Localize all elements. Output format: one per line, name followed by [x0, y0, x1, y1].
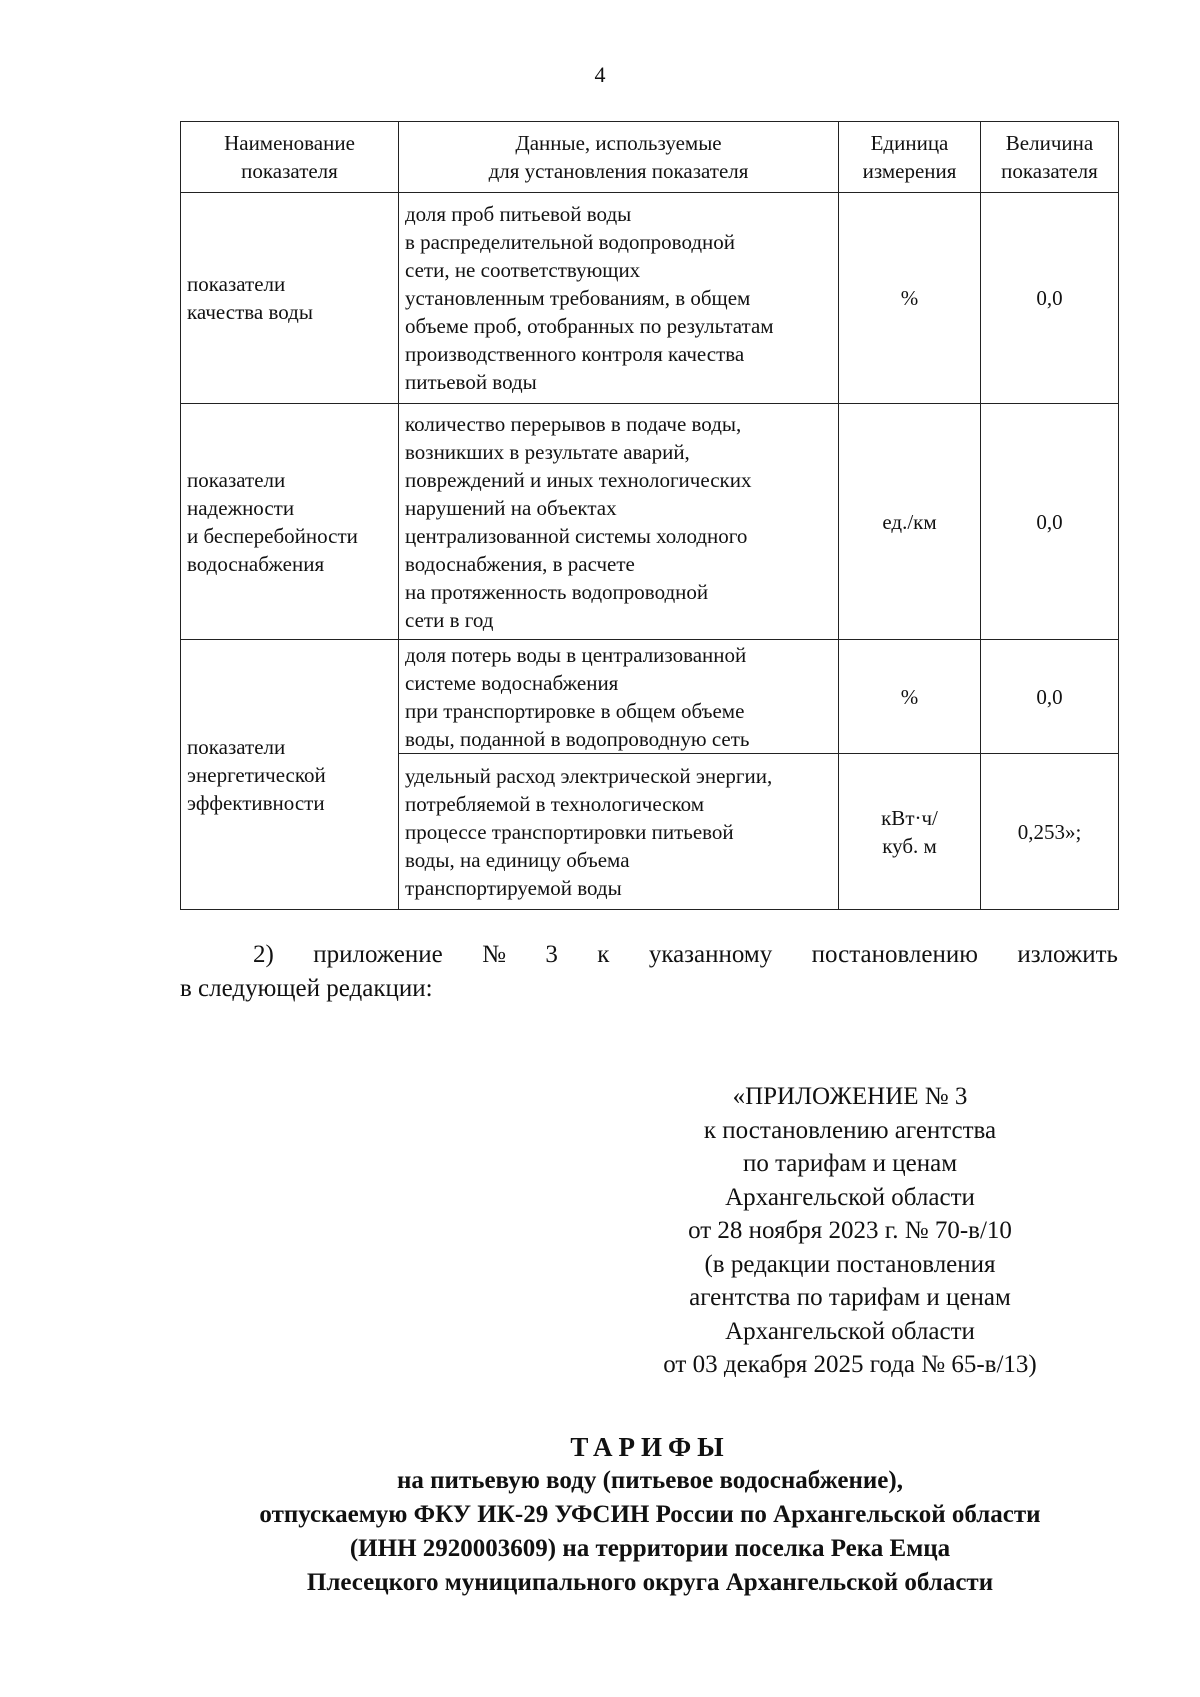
indicators-table: [180, 121, 1119, 910]
tariffs-subtitle-line: на питьевую воду (питьевое водоснабжение),: [397, 1467, 903, 1494]
paragraph-second-line: в следующей редакции:: [180, 975, 433, 1002]
paragraph-word: постановлению: [811, 941, 978, 968]
indicator-name-cell: [181, 193, 399, 404]
indicator-value-cell: 0,0: [981, 193, 1119, 404]
indicator-data-line: удельный расход электрической энергии,: [405, 763, 773, 788]
indicator-name-line: и бесперебойности: [187, 523, 358, 548]
paragraph-word: 3: [545, 941, 558, 968]
header-unit: [839, 122, 981, 193]
indicator-data-line: воды, на единицу объема: [405, 847, 630, 872]
indicator-name-line: энергетической: [187, 762, 326, 787]
tariffs-subtitle-line: Плесецкого муниципального округа Архангельской области: [306, 1569, 994, 1596]
header-name-line: Наименование: [224, 131, 355, 155]
indicator-data-line: транспортируемой воды: [405, 875, 622, 900]
page-number: 4: [594, 62, 606, 87]
indicator-data-line: при транспортировке в общем объеме: [405, 698, 745, 723]
indicator-unit-cell: ед./км: [839, 404, 981, 640]
indicator-name-line: показатели: [187, 467, 286, 492]
indicator-data-line: процессе транспортировки питьевой: [405, 819, 734, 844]
indicator-data-line: системе водоснабжения: [405, 670, 619, 695]
indicator-data-cell: [399, 754, 839, 910]
header-data-line: Данные, используемые: [515, 131, 722, 155]
appendix-line: по тарифам и ценам: [742, 1150, 958, 1177]
amendment-paragraph: [180, 938, 1118, 1006]
paragraph-word: №: [482, 941, 506, 968]
paragraph-word: указанному: [648, 941, 773, 968]
paragraph-word: 2): [253, 941, 274, 968]
indicator-name-line: эффективности: [187, 790, 325, 815]
indicator-name-line: надежности: [187, 495, 295, 520]
appendix-line: Архангельской области: [725, 1317, 975, 1345]
indicator-value-cell: 0,0: [981, 640, 1119, 754]
indicator-name-line: качества воды: [187, 300, 313, 324]
indicator-data-line: объеме проб, отобранных по результатам: [405, 314, 774, 338]
paragraph-first-line: [180, 938, 1118, 972]
indicator-data-line: доля проб питьевой воды: [405, 202, 632, 226]
table-row: [181, 193, 1119, 404]
indicator-data-line: воды, поданной в водопроводную сеть: [405, 726, 750, 751]
tariffs-subtitle-line: отпускаемую ФКУ ИК-29 УФСИН России по Архангельской области: [259, 1501, 1041, 1528]
indicator-value-cell: 0,253»;: [981, 754, 1119, 910]
indicator-data-cell: [399, 193, 839, 404]
paragraph-word: приложение: [313, 941, 443, 968]
indicator-data-line: возникших в результате аварий,: [405, 439, 690, 464]
table-row: [181, 404, 1119, 640]
indicator-unit-line: куб. м: [882, 833, 937, 858]
tariffs-title: ТАРИФЫ: [570, 1432, 730, 1462]
appendix-header: [600, 1080, 1100, 1382]
appendix-line: к постановлению агентства: [703, 1116, 997, 1144]
header-unit-line: измерения: [862, 159, 957, 183]
header-data: [399, 122, 839, 193]
indicator-unit-cell: %: [839, 193, 981, 404]
indicator-data-line: сети, не соответствующих: [405, 258, 641, 282]
header-name: [181, 122, 399, 193]
appendix-line: агентства по тарифам и ценам: [689, 1284, 1011, 1311]
table-header-row: [181, 122, 1119, 193]
indicator-data-cell: [399, 640, 839, 754]
appendix-line: от 03 декабря 2025 года № 65-в/13): [663, 1351, 1037, 1378]
header-value: [981, 122, 1119, 193]
header-unit-line: Единица: [870, 131, 949, 155]
indicator-data-line: установленным требованиям, в общем: [405, 286, 751, 310]
appendix-line: (в редакции постановления: [704, 1250, 996, 1278]
appendix-line: Архангельской области: [725, 1183, 975, 1211]
indicator-value-cell: 0,0: [981, 404, 1119, 640]
table-row: [181, 640, 1119, 754]
appendix-line: от 28 ноября 2023 г. № 70-в/10: [688, 1217, 1012, 1244]
indicator-data-line: питьевой воды: [405, 370, 537, 394]
appendix-line: «ПРИЛОЖЕНИЕ № 3: [732, 1083, 968, 1110]
indicator-name-line: показатели: [187, 734, 286, 759]
header-data-line: для установления показателя: [488, 159, 749, 183]
indicator-data-line: централизованной системы холодного: [405, 523, 748, 548]
header-name-line: показателя: [241, 159, 338, 183]
tariffs-subtitle-line: (ИНН 2920003609) на территории поселка Река Емца: [349, 1535, 951, 1562]
tariffs-title-block: [120, 1430, 1180, 1600]
indicator-unit-cell: %: [839, 640, 981, 754]
indicator-name-cell: [181, 640, 399, 910]
indicator-data-line: доля потерь воды в централизованной: [405, 642, 747, 667]
indicator-data-line: производственного контроля качества: [405, 342, 745, 366]
indicator-data-line: повреждений и иных технологических: [405, 467, 752, 492]
indicator-unit-cell: [839, 754, 981, 910]
header-value-line: Величина: [1005, 131, 1094, 155]
indicator-data-line: на протяженность водопроводной: [405, 579, 709, 604]
indicator-unit-line: кВт·ч/: [881, 805, 938, 830]
indicator-data-line: количество перерывов в подаче воды,: [405, 411, 742, 436]
header-value-line: показателя: [1001, 159, 1098, 183]
indicator-data-line: потребляемой в технологическом: [405, 791, 705, 816]
indicator-name-line: водоснабжения: [187, 551, 325, 576]
paragraph-word: изложить: [1017, 941, 1118, 968]
indicator-data-line: водоснабжения, в расчете: [405, 551, 635, 576]
indicator-data-cell: [399, 404, 839, 640]
indicator-name-cell: [181, 404, 399, 640]
indicator-data-line: нарушений на объектах: [405, 495, 617, 520]
indicator-data-line: в распределительной водопроводной: [405, 230, 736, 254]
paragraph-word: к: [597, 941, 610, 968]
indicator-name-line: показатели: [187, 272, 286, 296]
indicator-data-line: сети в год: [405, 607, 494, 632]
